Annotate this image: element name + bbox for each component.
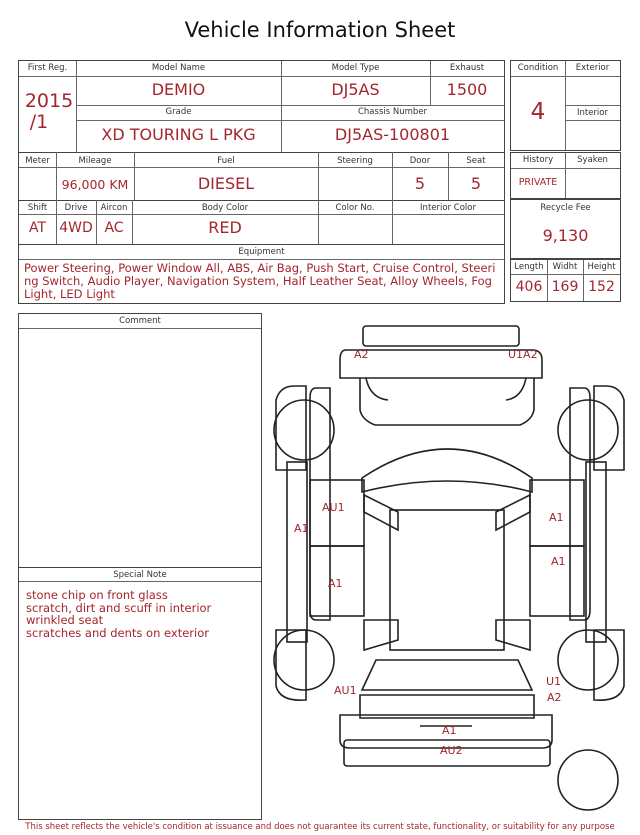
special-note-line: scratch, dirt and scuff in interior — [26, 600, 212, 615]
fuel-label: Fuel — [217, 156, 235, 166]
special-note-label: Special Note — [113, 570, 167, 580]
seat-label: Seat — [466, 156, 486, 166]
first-reg-year: 2015 — [24, 90, 74, 112]
interior-label: Interior — [576, 108, 608, 118]
body-color-value: RED — [208, 218, 242, 237]
dimensions-box — [510, 259, 621, 302]
model-name-label: Model Name — [151, 63, 206, 73]
model-type-value: DJ5AS — [331, 80, 380, 99]
height-value: 152 — [588, 279, 615, 295]
recycle-fee-label: Recycle Fee — [540, 203, 591, 213]
exhaust-value: 1500 — [446, 80, 488, 99]
length-value: 406 — [515, 279, 543, 295]
history-value: PRIVATE — [518, 177, 558, 188]
grade-value: XD TOURING L PKG — [101, 125, 256, 144]
steering-label: Steering — [337, 156, 373, 166]
car-damage-diagram — [270, 320, 630, 820]
history-box — [510, 152, 621, 199]
condition-label: Condition — [517, 63, 559, 73]
damage-mark-front-bumper-right: U1A2 — [508, 348, 538, 361]
special-note-line: wrinkled seat — [26, 613, 104, 627]
grade-label: Grade — [165, 107, 192, 117]
history-label: History — [522, 155, 554, 165]
exterior-label: Exterior — [575, 63, 610, 73]
first-reg-month: /1 — [29, 111, 49, 133]
vehicle-info-grid — [18, 60, 505, 304]
recycle-fee-box — [510, 199, 621, 259]
meter-label: Meter — [25, 156, 50, 166]
height-label: Height — [587, 262, 616, 272]
color-no-label: Color No. — [335, 203, 375, 213]
aircon-label: Aircon — [100, 203, 128, 213]
syaken-label: Syaken — [577, 155, 608, 165]
door-label: Door — [409, 156, 431, 166]
damage-mark-rear-bumper: AU2 — [440, 744, 463, 757]
chassis-number-value: DJ5AS-100801 — [334, 125, 451, 144]
damage-mark-rear-right-door: A1 — [551, 555, 566, 568]
damage-mark-rear-right-quarter-a: A2 — [547, 691, 562, 704]
damage-mark-front-bumper-left: A2 — [354, 348, 369, 361]
equipment-label: Equipment — [238, 247, 285, 257]
comment-label: Comment — [119, 316, 161, 326]
mileage-value: 96,000 KM — [61, 177, 129, 192]
chassis-number-label: Chassis Number — [357, 107, 428, 117]
damage-mark-left-fender: A1 — [294, 522, 309, 535]
shift-label: Shift — [27, 203, 48, 213]
model-type-label: Model Type — [331, 63, 380, 73]
drive-label: Drive — [64, 203, 88, 213]
seat-value: 5 — [470, 174, 482, 193]
aircon-value: AC — [104, 220, 124, 236]
fuel-value: DIESEL — [197, 174, 255, 193]
recycle-fee-value: 9,130 — [542, 226, 589, 245]
damage-mark-front-right-door: A1 — [549, 511, 564, 524]
disclaimer-footer: This sheet reflects the vehicle's condition at issuance and does not guarantee its current state, functionality, or suitability for any purpose — [25, 822, 615, 832]
condition-box — [510, 60, 621, 151]
damage-mark-front-left-door: AU1 — [322, 501, 345, 514]
width-value: 169 — [551, 279, 579, 295]
special-note-line: scratches and dents on exterior — [26, 625, 209, 640]
drive-value: 4WD — [59, 220, 93, 236]
width-label: Widht — [552, 262, 578, 272]
model-name-value: DEMIO — [151, 80, 206, 99]
special-note-list — [26, 589, 256, 639]
condition-value: 4 — [530, 99, 546, 125]
exhaust-label: Exhaust — [449, 63, 485, 73]
special-note-line: stone chip on front glass — [26, 588, 168, 602]
mileage-label: Mileage — [78, 156, 112, 166]
sheet-title: Vehicle Information Sheet — [184, 18, 456, 42]
length-label: Length — [514, 262, 544, 272]
first-reg-label: First Reg. — [27, 63, 68, 73]
damage-mark-rear-left-quarter: AU1 — [334, 684, 357, 697]
equipment-value: Power Steering, Power Window All, ABS, Air Bag, Push Start, Cruise Control, Steering Switch, Audio Player, Navigation System, Half Leather Seat, Alloy Wheels, Fog Light, LED Light — [24, 261, 496, 301]
comment-box — [18, 313, 262, 820]
damage-mark-rear-left-door: A1 — [328, 577, 343, 590]
door-value: 5 — [414, 174, 426, 193]
body-color-label: Body Color — [201, 203, 249, 213]
interior-color-label: Interior Color — [420, 203, 476, 213]
damage-mark-rear-right-quarter-u: U1 — [546, 675, 562, 688]
shift-value: AT — [28, 220, 47, 236]
damage-mark-rear-hatch: A1 — [442, 724, 457, 737]
